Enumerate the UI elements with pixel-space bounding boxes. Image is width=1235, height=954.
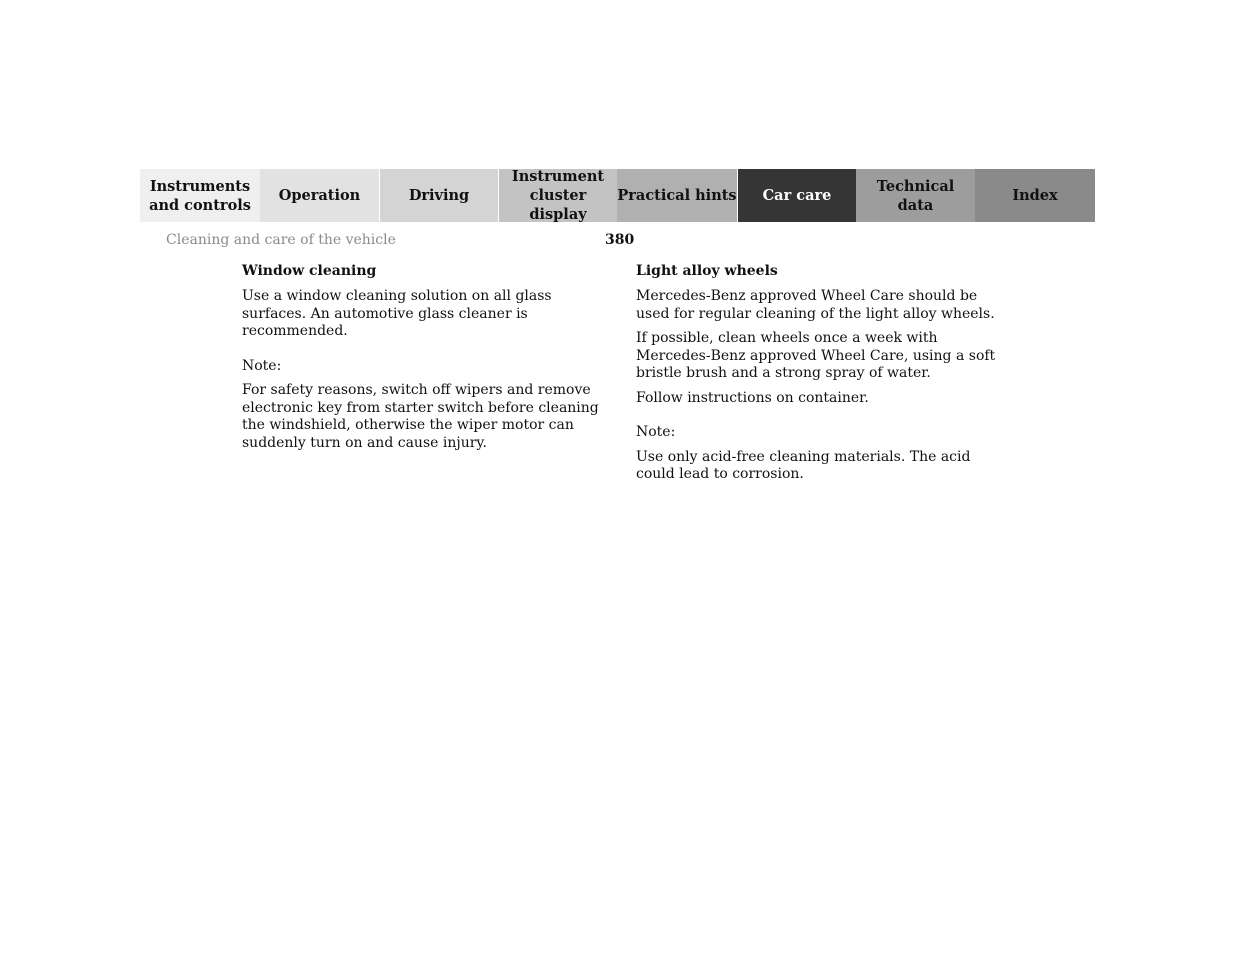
wheels-text-2: If possible, clean wheels once a week with Mercedes-Benz approved Wheel Care, using a soft bristle brush and a strong spray of water. [636, 330, 996, 381]
wheels-note-label: Note: [636, 424, 676, 440]
window-cleaning-text: Use a window cleaning solution on all glass surfaces. An automotive glass cleaner is recommended. [242, 288, 552, 339]
section-title: Cleaning and care of the vehicle [166, 232, 396, 248]
window-cleaning-note-label: Note: [242, 357, 282, 374]
window-cleaning-column [242, 262, 602, 459]
tab-car-care[interactable]: Car care [737, 169, 856, 222]
tab-instrument-cluster-display[interactable]: Instrument cluster display [498, 169, 617, 222]
tab-index[interactable]: Index [975, 169, 1095, 222]
light-alloy-wheels-column [636, 262, 996, 491]
window-cleaning-heading: Window cleaning [242, 263, 377, 279]
tab-instruments-and-controls[interactable]: Instruments and controls [140, 169, 260, 222]
section-nav [140, 169, 1095, 222]
wheels-note-text: Use only acid-free cleaning materials. The acid could lead to corrosion. [636, 448, 971, 482]
light-alloy-wheels-heading: Light alloy wheels [636, 263, 778, 279]
tab-technical-data[interactable]: Technical data [856, 169, 975, 222]
tab-driving[interactable]: Driving [379, 169, 498, 222]
wheels-text-1: Mercedes-Benz approved Wheel Care should be used for regular cleaning of the light alloy wheels. [636, 288, 995, 322]
tab-practical-hints[interactable]: Practical hints [617, 169, 737, 222]
tab-operation[interactable]: Operation [260, 169, 379, 222]
window-cleaning-note-text: For safety reasons, switch off wipers and remove electronic key from starter switch before cleaning the windshield, otherwise the wiper motor can suddenly turn on and cause injury. [242, 382, 599, 451]
page-number: 380 [605, 232, 635, 248]
wheels-text-3: Follow instructions on container. [636, 389, 869, 406]
